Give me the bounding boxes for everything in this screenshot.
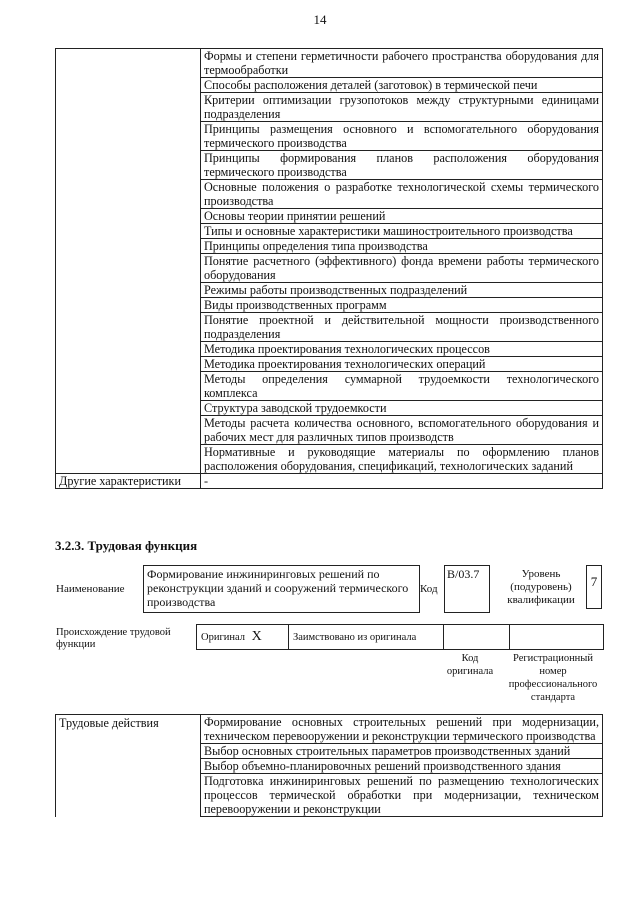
labor-action-item: Формирование основных строительных решений при модернизации, техническом перевооружении и реконструкции термического производства [201,715,603,744]
knowledge-item: Типы и основные характеристики машиностроительного производства [201,224,603,239]
knowledge-item: Принципы формирования планов расположения оборудования термического производства [201,151,603,180]
knowledge-item: Принципы размещения основного и вспомогательного оборудования термического производства [201,122,603,151]
function-code-label: Код [420,583,438,595]
function-name-value: Формирование инжиниринговых решений по реконструкции зданий и сооружений термического производства [143,565,420,613]
labor-action-item: Подготовка инжиниринговых решений по размещению технологических процессов термической обработки при модернизации, техническом перевооружении и реконструкции [201,774,603,817]
labor-action-row [56,715,603,744]
knowledge-row [56,49,603,78]
origin-reg-number-cell [510,625,604,650]
function-name-label: Наименование [56,583,125,595]
origin-table [196,624,604,650]
origin-label: Происхождение трудовой функции [56,627,171,650]
knowledge-item: Основы теории принятии решений [201,209,603,224]
page-number: 14 [313,12,327,27]
knowledge-item: Понятие расчетного (эффективного) фонда времени работы термического оборудования [201,254,603,283]
other-characteristics-value: - [201,474,603,489]
labor-action-item: Выбор объемно-планировочных решений производственного здания [201,759,603,774]
knowledge-item: Способы расположения деталей (заготовок) в термической печи [201,78,603,93]
origin-borrowed-cell [289,625,444,650]
knowledge-item: Принципы определения типа производства [201,239,603,254]
labor-action-item: Выбор основных строительных параметров производственных зданий [201,744,603,759]
labor-actions-table [55,714,603,817]
labor-actions-label: Трудовые действия [56,715,201,817]
knowledge-item: Методы определения суммарной трудоемкости технологического комплекса [201,372,603,401]
function-code-value: В/03.7 [444,565,490,613]
other-characteristics-row [56,474,603,489]
origin-original-cell [197,625,289,650]
knowledge-item: Критерии оптимизации грузопотоков между структурными единицами подразделения [201,93,603,122]
knowledge-label-cell [56,49,201,474]
knowledge-item: Нормативные и руководящие материалы по оформлению планов расположения оборудования, спецификаций, технологических заданий [201,445,603,474]
knowledge-item: Основные положения о разработке технологической схемы термического производства [201,180,603,209]
origin-original-label: Оригинал [201,632,245,643]
qualification-level-label: Уровень (подуровень) квалификации [507,568,575,606]
knowledge-item: Структура заводской трудоемкости [201,401,603,416]
qualification-level-value: 7 [586,565,602,609]
code-original-label: Код оригинала [446,653,494,677]
reg-number-label: Регистрационный номер профессионального стандарта [508,653,598,703]
origin-original-mark: X [251,629,262,644]
knowledge-item: Понятие проектной и действительной мощности производственного подразделения [201,313,603,342]
origin-code-cell [444,625,510,650]
knowledge-item: Методы расчета количества основного, вспомогательного оборудования и рабочих мест для различных типов производств [201,416,603,445]
knowledge-item: Режимы работы производственных подразделений [201,283,603,298]
other-characteristics-label: Другие характеристики [56,474,201,489]
knowledge-item: Методика проектирования технологических операций [201,357,603,372]
knowledge-table [55,48,603,489]
origin-borrowed-label: Заимствовано из оригинала [293,631,417,643]
section-title: 3.2.3. Трудовая функция [55,538,198,553]
knowledge-item: Формы и степени герметичности рабочего пространства оборудования для термообработки [201,49,603,78]
knowledge-item: Виды производственных программ [201,298,603,313]
knowledge-item: Методика проектирования технологических процессов [201,342,603,357]
